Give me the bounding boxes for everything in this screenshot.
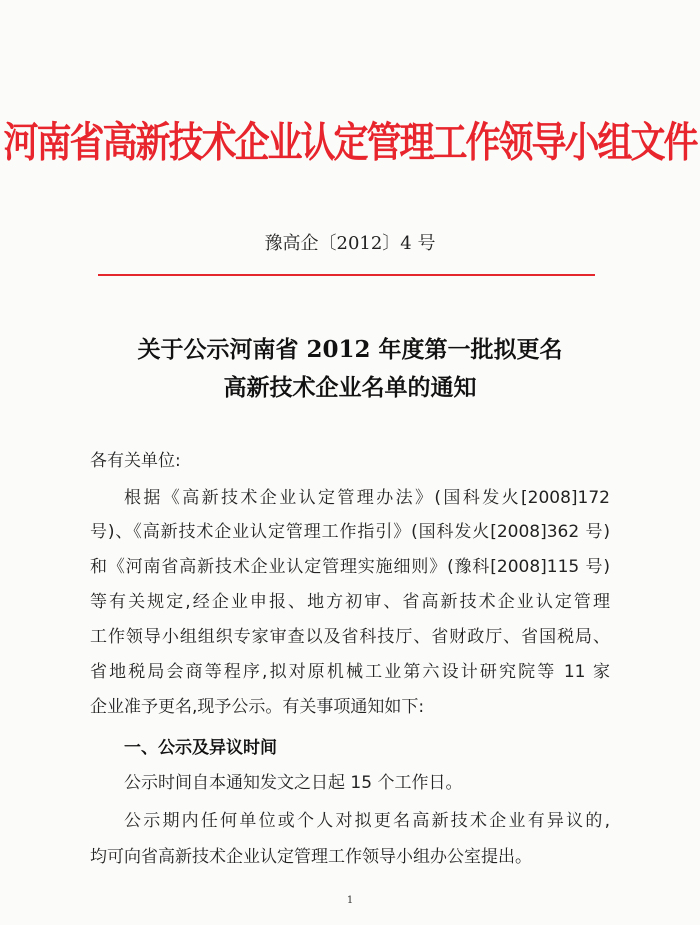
salutation: 各有关单位: — [90, 451, 181, 471]
paragraph-1-line-4: 等有关规定,经企业申报、地方初审、省高新技术企业认定管理 — [90, 592, 610, 612]
section-1-heading: 一、公示及异议时间 — [124, 738, 277, 758]
red-divider-line — [98, 274, 595, 276]
section-1-text: 公示时间自本通知发文之日起 15 个工作日。 — [124, 773, 463, 793]
paragraph-2-line-2: 均可向省高新技术企业认定管理工作领导小组办公室提出。 — [90, 847, 532, 867]
paragraph-1-line-3: 和《河南省高新技术企业认定管理实施细则》(豫科[2008]115 号) — [90, 557, 610, 577]
paragraph-1-line-5: 工作领导小组组织专家审查以及省科技厅、省财政厅、省国税局、 — [90, 627, 610, 647]
paragraph-1-line-6: 省地税局会商等程序,拟对原机械工业第六设计研究院等 11 家 — [90, 662, 610, 682]
document-number: 豫高企〔2012〕4 号 — [264, 233, 436, 254]
notice-title-line-1: 关于公示河南省 2012 年度第一批拟更名 — [137, 336, 563, 363]
paragraph-1-line-7: 企业准予更名,现予公示。有关事项通知如下: — [90, 697, 425, 717]
notice-title-line-2: 高新技术企业名单的通知 — [223, 374, 477, 401]
paragraph-1-line-2: 号)、《高新技术企业认定管理工作指引》(国科发火[2008]362 号) — [90, 522, 610, 542]
paragraph-2-line-1: 公示期内任何单位或个人对拟更名高新技术企业有异议的, — [124, 811, 610, 831]
page-number: 1 — [346, 895, 354, 906]
paragraph-1-line-1: 根据《高新技术企业认定管理办法》(国科发火[2008]172 — [124, 488, 610, 508]
masthead-title: 河南省高新技术企业认定管理工作领导小组文件 — [3, 118, 697, 168]
